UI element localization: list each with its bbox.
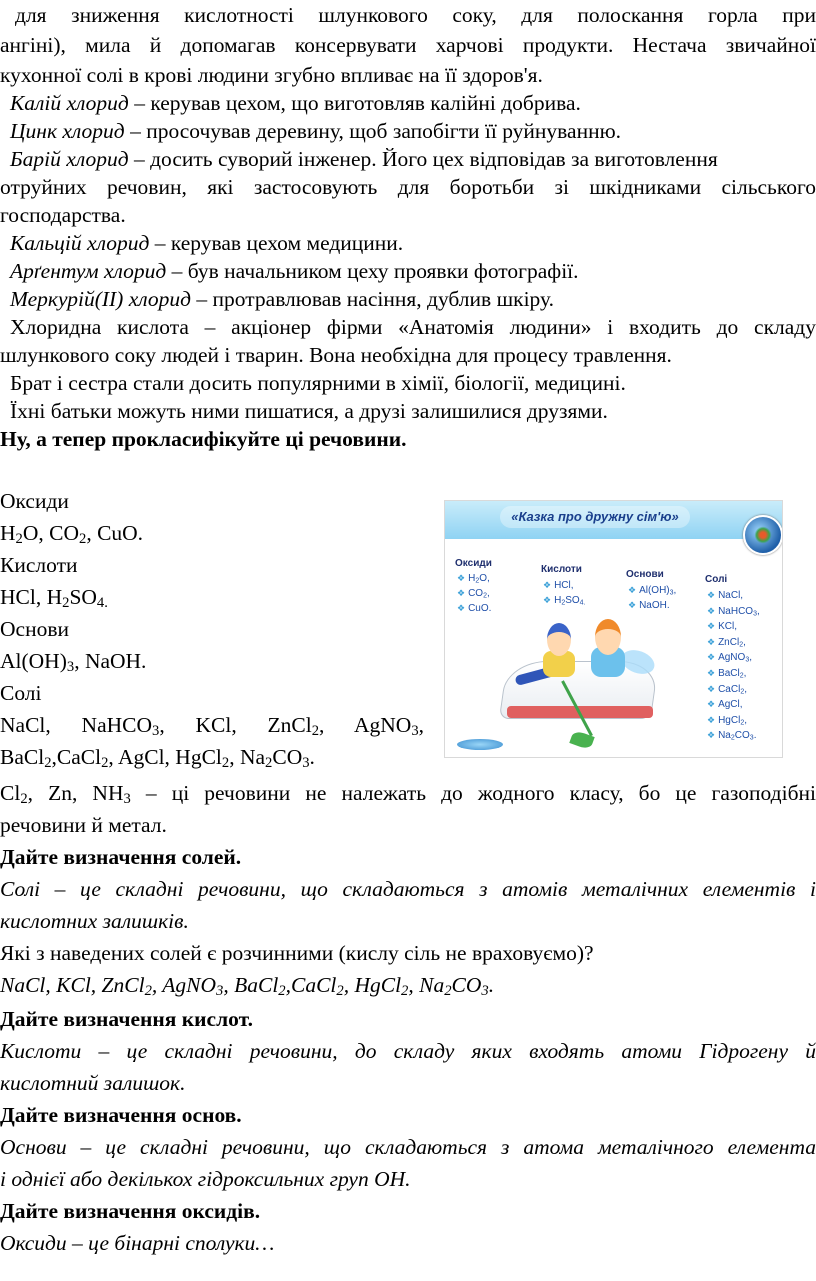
water-drop-illustration <box>457 739 503 750</box>
text-line: господарства. <box>0 203 126 227</box>
diamond-bullet-icon: ❖ <box>457 603 466 613</box>
slide-col-salts: Солі <box>705 574 728 585</box>
question-salts: Дайте визначення солей. <box>0 845 242 869</box>
answer-acids: Кислоти – це складні речовини, до складу яких входять атоми Гідрогену й <box>0 1039 816 1063</box>
unclassified-note: $Cl_2$, Zn, $NH_3$ – ці речовини не належать до жодного класу, бо це газоподібні <box>0 781 816 808</box>
slide-formula-item: ❖ $CO_2$, <box>457 588 490 600</box>
compound-role: – керував цехом, що виготовляв калійні добрива. <box>128 91 581 115</box>
diamond-bullet-icon: ❖ <box>707 652 716 663</box>
question-bases: Дайте визначення основ. <box>0 1103 242 1127</box>
slide-formula-item: ❖ $Al(OH)_3$, <box>628 585 677 597</box>
diamond-bullet-icon: ❖ <box>707 636 716 647</box>
text-line: Їхні батьки можуть ними пишатися, а друзі залишилися друзями. <box>10 399 608 423</box>
question-acids: Дайте визначення кислот. <box>0 1007 253 1031</box>
compound-role: – керував цехом медицини. <box>149 231 404 255</box>
diamond-bullet-icon: ❖ <box>457 573 466 583</box>
answer-bases: і однієї або декількох гідроксильних груп ОН. <box>0 1167 411 1191</box>
text-line <box>0 144 816 174</box>
salts-formulas: BaCl$_2$,CaCl$_2$, AgCl, HgCl$_2$, $Na_2CO_3$. <box>0 745 315 772</box>
girl-head <box>595 619 621 655</box>
slide-formula-item: ❖ BaCl$_2$, <box>707 668 747 680</box>
text-line: Брат і сестра стали досить популярними в хімії, біології, медицині. <box>10 371 626 395</box>
class-title-oxides: Оксиди <box>0 489 69 513</box>
answer-salts: кислотних залишків. <box>0 909 189 933</box>
slide-col-oxides: Оксиди <box>455 558 492 569</box>
slide-formula-item: ❖ AgCl, <box>707 699 743 711</box>
answer-acids: кислотний залишок. <box>0 1071 186 1095</box>
text-line: Хлоридна кислота – акціонер фірми «Анатомія людини» і входить до складу <box>10 315 816 339</box>
diamond-bullet-icon: ❖ <box>543 580 552 590</box>
text-line: для зниження кислотності шлункового соку, для полоскання горла при <box>15 3 816 27</box>
slide-col-acids: Кислоти <box>541 564 582 575</box>
compound-name: Кальцій хлорид <box>10 231 150 255</box>
text-line: кухонної солі в крові людини згубно впливає на її здоров'я. <box>0 63 543 87</box>
compound-role: – протравлював насіння, дублив шкіру. <box>191 287 554 311</box>
bases-formulas: $Al(OH)_3$, NaOH. <box>0 649 147 676</box>
diamond-bullet-icon: ❖ <box>707 699 716 710</box>
oxides-formulas: $H_2O$, $CO_2$, CuO. <box>0 521 144 548</box>
answer-salts: Солі – це складні речовини, що складаються з атомів металічних елементів і <box>0 877 816 901</box>
question-soluble-salts: Які з наведених солей є розчинними (кислу сіль не враховуємо)? <box>0 941 594 965</box>
compound-name: Меркурій(II) хлорид <box>10 287 192 311</box>
slide-formula-item: ❖ HCl, <box>543 580 574 591</box>
diamond-bullet-icon: ❖ <box>457 588 466 598</box>
slide-formula-item: ❖ NaHCO$_3$, <box>707 605 760 618</box>
slide-formula-item: ❖ $H_2O$, <box>457 573 490 585</box>
diamond-bullet-icon: ❖ <box>707 621 716 632</box>
compound-role: – був начальником цеху проявки фотографії. <box>166 259 579 283</box>
text-line: шлункового соку людей і тварин. Вона необхідна для процесу травлення. <box>0 343 672 367</box>
compound-role: – досить суворий інженер. Його цех відповідав за виготовлення <box>128 147 718 171</box>
lesson-slide-image <box>444 500 783 758</box>
slide-formula-item: ❖ $Na_2CO_3$. <box>707 730 757 742</box>
text-line <box>0 88 816 118</box>
slide-formula-item: ❖ $H_2SO_{4.}$ <box>543 595 586 607</box>
diamond-bullet-icon: ❖ <box>707 714 716 725</box>
acids-formulas: HCl, $H_2SO_{4.}$ <box>0 585 108 612</box>
slide-formula-item: ❖ NaOH. <box>628 600 670 611</box>
compound-name: Калій хлорид <box>10 91 129 115</box>
text-line <box>0 116 816 146</box>
slide-formula-item: ❖ NaCl, <box>707 590 744 601</box>
salts-formulas: NaCl, NaHCO$_3$, KCl, ZnCl$_2$, AgNO$_3$, <box>0 713 424 740</box>
slide-formula-item: ❖ CaCl$_2$, <box>707 683 747 696</box>
compound-role: – просочував деревину, щоб запобігти її руйнуванню. <box>124 119 622 143</box>
class-title-salts: Солі <box>0 681 42 705</box>
compound-name: Цинк хлорид <box>10 119 125 143</box>
question-oxides: Дайте визначення оксидів. <box>0 1199 261 1223</box>
answer-soluble-salts: NaCl, KCl, ZnCl$_2$, AgNO$_3$, BaCl$_2$,CaCl$_2$, HgCl$_2$, $Na_2CO_3$. <box>0 973 495 1000</box>
compound-name: Барій хлорид <box>10 147 129 171</box>
slide-formula-item: ❖ AgNO$_3$, <box>707 652 752 664</box>
slide-formula-item: ❖ CuO. <box>457 603 492 614</box>
class-title-bases: Основи <box>0 617 69 641</box>
diamond-bullet-icon: ❖ <box>707 730 716 741</box>
diamond-bullet-icon: ❖ <box>707 605 716 616</box>
diamond-bullet-icon: ❖ <box>707 668 716 678</box>
slide-formula-item: ❖ ZnCl$_2$, <box>707 636 746 649</box>
text-line <box>0 228 816 258</box>
diamond-bullet-icon: ❖ <box>628 600 637 610</box>
diamond-bullet-icon: ❖ <box>707 590 716 600</box>
text-line <box>0 284 816 314</box>
slide-title: «Казка про дружну сім'ю» <box>511 509 679 524</box>
globe-icon <box>743 515 783 555</box>
answer-oxides: Оксиди – це бінарні сполуки… <box>0 1231 275 1255</box>
diamond-bullet-icon: ❖ <box>707 683 716 694</box>
text-line: ангіні), мила й допомагав консервувати харчові продукти. Нестача звичайної <box>0 33 816 57</box>
text-line <box>0 256 816 286</box>
slide-formula-item: ❖ KCl, <box>707 621 737 633</box>
answer-bases: Основи – це складні речовини, що складаються з атома металічного елемента <box>0 1135 816 1159</box>
compound-name: Арґентум хлорид <box>10 259 167 283</box>
task-heading: Ну, а тепер прокласифікуйте ці речовини. <box>0 427 407 451</box>
diamond-bullet-icon: ❖ <box>543 595 552 605</box>
class-title-acids: Кислоти <box>0 553 78 577</box>
text-line: отруйних речовин, які застосовують для боротьби зі шкідниками сільського <box>0 175 816 199</box>
diamond-bullet-icon: ❖ <box>628 585 637 595</box>
unclassified-note: речовини й метал. <box>0 813 167 837</box>
slide-formula-item: ❖ HgCl$_2$, <box>707 714 747 727</box>
slide-col-bases: Основи <box>626 569 664 580</box>
boy-head <box>547 623 571 656</box>
